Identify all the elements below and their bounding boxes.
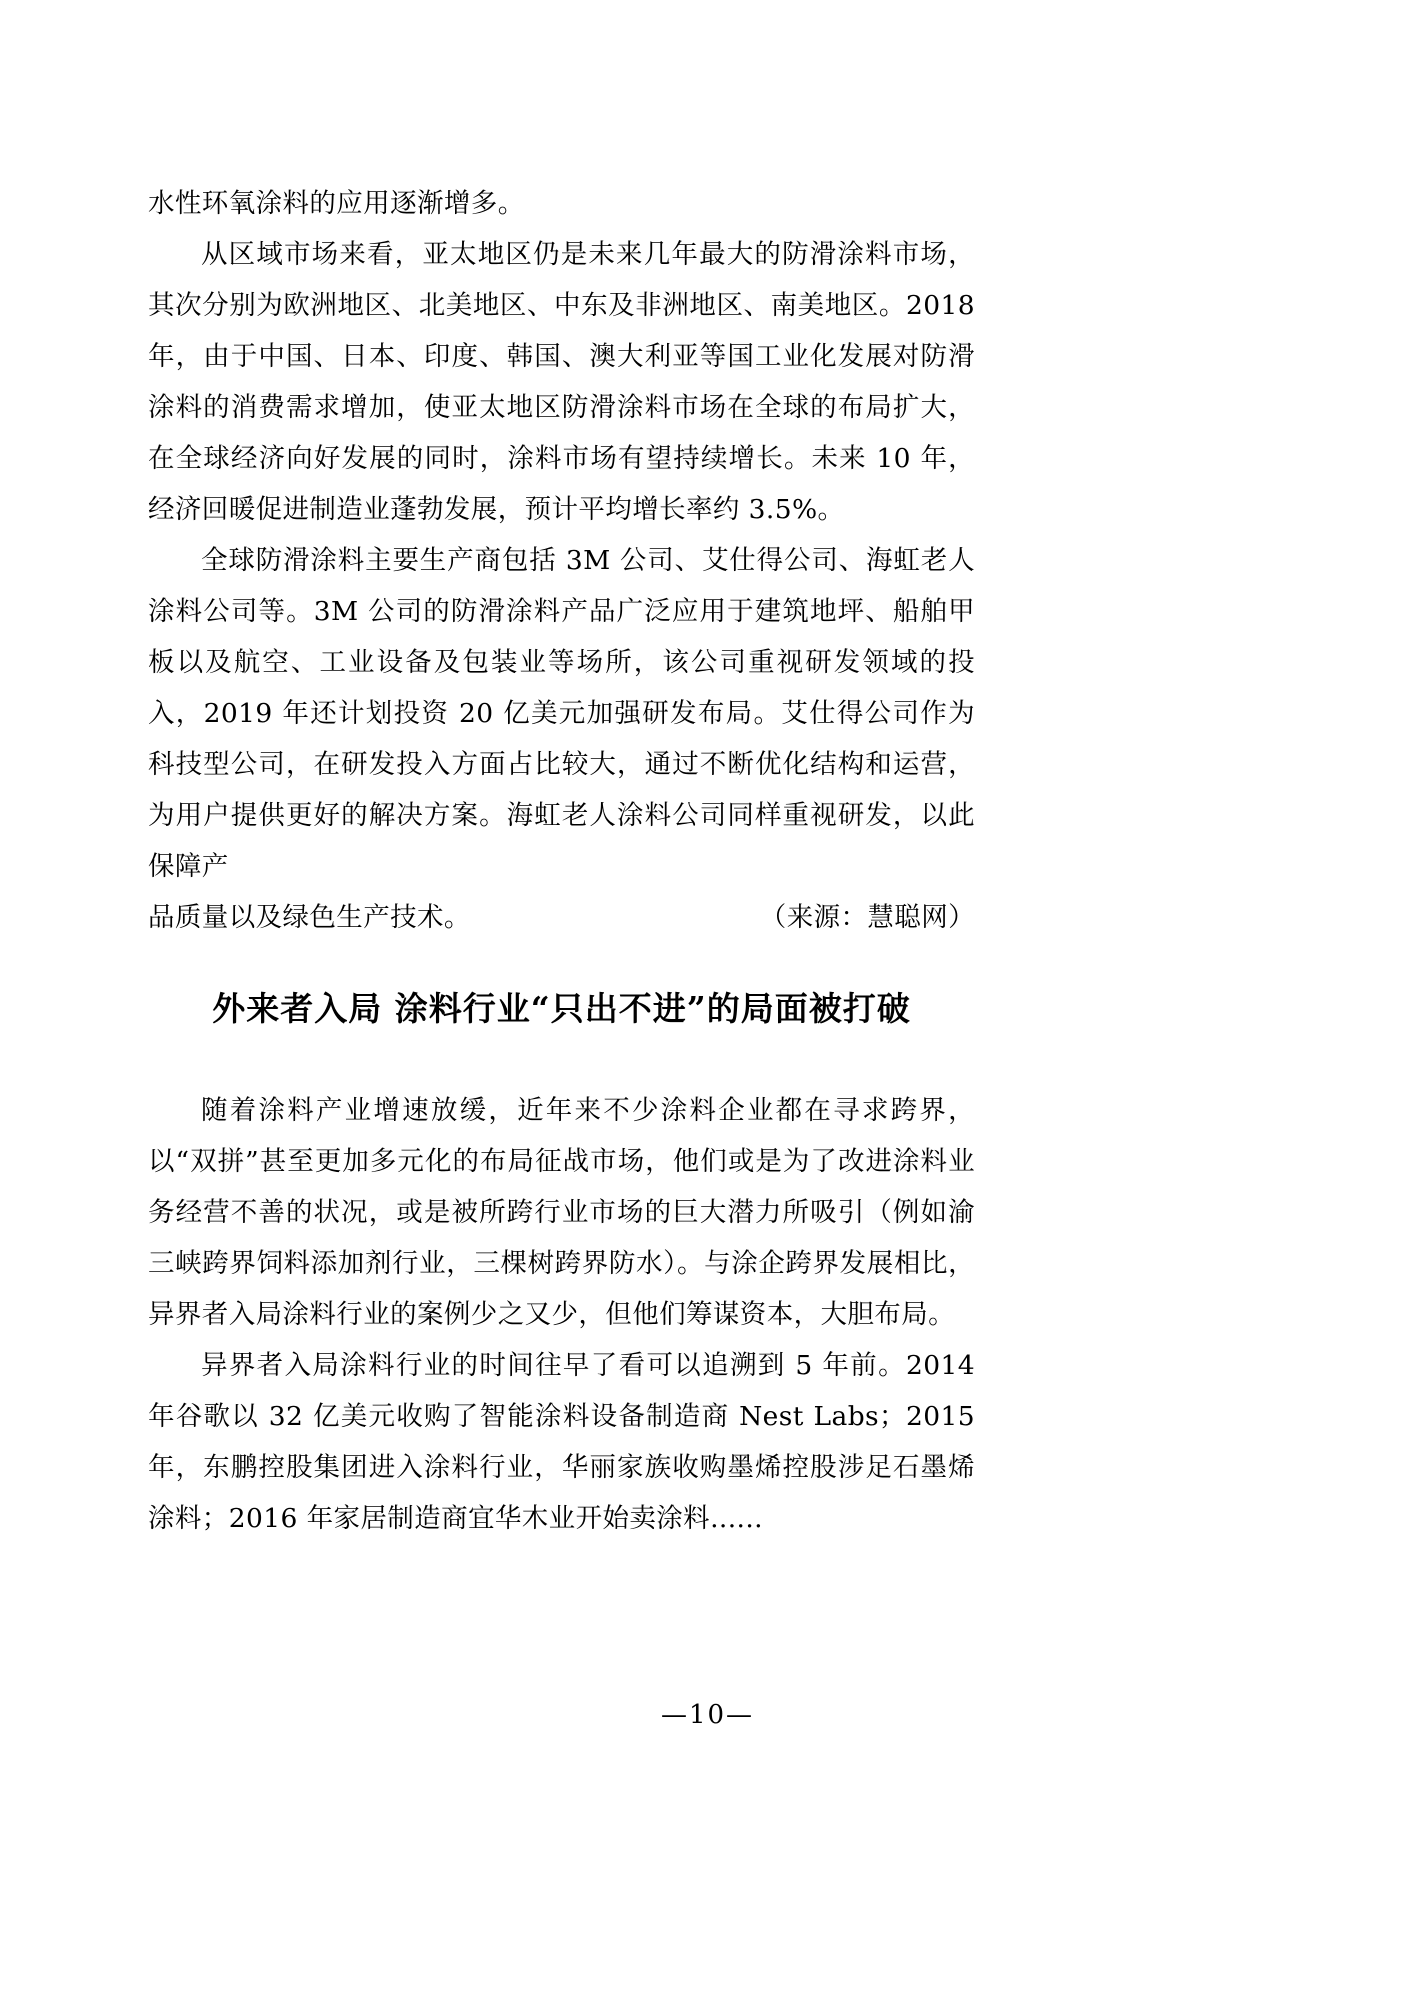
paragraph-2: 从区域市场来看，亚太地区仍是未来几年最大的防滑涂料市场，其次分别为欧洲地区、北美地区、中东及非洲地区、南美地区。2018年，由于中国、日本、印度、韩国、澳大利亚等国工业化发展对防滑涂料的消费需求增加，使亚太地区防滑涂料市场在全球的布局扩大，在全球经济向好发展的同时，涂料市场有望持续增长。未来 10 年，经济回暖促进制造业蓬勃发展，预计平均增长率约 3.5%。 — [148, 239, 975, 525]
source-attribution: （来源：慧聪网） — [759, 902, 975, 933]
article-heading: 外来者入局 涂料行业“只出不进”的局面被打破 — [212, 989, 911, 1028]
paragraph-1: 水性环氧涂料的应用逐渐增多。 — [148, 188, 525, 219]
source-line-text: 品质量以及绿色生产技术。 — [148, 902, 471, 933]
article-paragraph-1: 随着涂料产业增速放缓，近年来不少涂料企业都在寻求跨界，以“双拼”甚至更加多元化的布局征战市场，他们或是为了改进涂料业务经营不善的状况，或是被所跨行业市场的巨大潜力所吸引（例如渝三峡跨界饲料添加剂行业，三棵树跨界防水）。与涂企跨界发展相比，异界者入局涂料行业的案例少之又少，但他们筹谋资本，大胆布局。 — [148, 1095, 975, 1330]
spacer-after-heading — [148, 1035, 975, 1085]
paragraph-source-line — [148, 892, 975, 943]
paragraph-3: 全球防滑涂料主要生产商包括 3M 公司、艾仕得公司、海虹老人涂料公司等。3M 公司的防滑涂料产品广泛应用于建筑地坪、船舶甲板以及航空、工业设备及包装业等场所，该公司重视研发领域的投入，2019 年还计划投资 20 亿美元加强研发布局。艾仕得公司作为科技型公司，在研发投入方面占比较大，通过不断优化结构和运营，为用户提供更好的解决方案。海虹老人涂料公司同样重视研发，以此保障产 — [148, 545, 975, 882]
article-paragraph-2: 异界者入局涂料行业的时间往早了看可以追溯到 5 年前。2014 年谷歌以 32 亿美元收购了智能涂料设备制造商 Nest Labs；2015 年，东鹏控股集团进入涂料行业，华丽家族收购墨烯控股涉足石墨烯涂料；2016 年家居制造商宜华木业开始卖涂料...... — [148, 1350, 975, 1534]
page-content — [148, 178, 975, 1544]
spacer-before-heading — [148, 943, 975, 983]
page-number: —10— — [660, 1700, 755, 1730]
